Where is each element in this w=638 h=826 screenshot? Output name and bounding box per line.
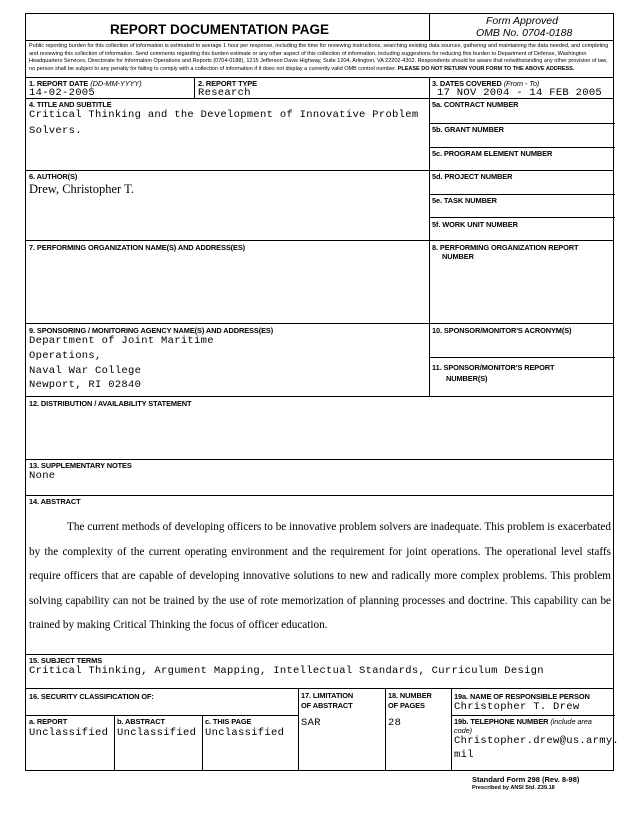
divider bbox=[429, 357, 615, 358]
divider bbox=[429, 194, 615, 195]
divider bbox=[26, 170, 613, 171]
report-class-label: a. REPORT bbox=[29, 717, 68, 726]
divider bbox=[114, 715, 115, 771]
report-date-value: 14-02-2005 bbox=[29, 87, 96, 99]
supplementary-value: None bbox=[29, 470, 56, 482]
divider bbox=[26, 688, 613, 689]
divider bbox=[429, 217, 615, 218]
divider bbox=[26, 240, 613, 241]
divider bbox=[298, 688, 299, 771]
report-date-label: 1. REPORT DATE (DD-MM-YYYY) bbox=[29, 79, 142, 88]
standard-form-label: Standard Form 298 (Rev. 8-98) bbox=[472, 775, 580, 784]
dates-covered-label: 3. DATES COVERED (From - To) bbox=[432, 79, 540, 88]
work-unit-label: 5f. WORK UNIT NUMBER bbox=[432, 220, 518, 229]
telephone-line-2: mil bbox=[454, 749, 474, 761]
distribution-label: 12. DISTRIBUTION / AVAILABILITY STATEMENT bbox=[29, 399, 192, 408]
program-element-label: 5c. PROGRAM ELEMENT NUMBER bbox=[432, 149, 553, 158]
divider bbox=[385, 688, 386, 771]
abstract-text: The current methods of developing officers to be innovative problem solvers are inadequate. This problem is exacerbated by the complexity of the current operating environment and the requirement for joint operations. The operational level staffs require officers that are capable of developing innovative solutions to new and radically more complex problems. This problem solving capability can not be trained by the use of rote memorization of planning processes and doctrine. This capability can be trained by making Critical Thinking the focus of officer education. bbox=[29, 521, 611, 632]
limitation-label-2: OF ABSTRACT bbox=[301, 701, 353, 710]
sponsoring-line-2: Operations, bbox=[29, 350, 102, 362]
dates-covered-value: 17 NOV 2004 - 14 FEB 2005 bbox=[437, 87, 603, 99]
divider bbox=[202, 715, 203, 771]
telephone-label: 19b. TELEPHONE NUMBER (include area bbox=[454, 717, 592, 726]
divider bbox=[429, 14, 430, 40]
abstract-class-value: Unclassified bbox=[117, 727, 197, 739]
performing-report-label-2: NUMBER bbox=[442, 252, 474, 261]
page-title: REPORT DOCUMENTATION PAGE bbox=[110, 22, 329, 37]
divider bbox=[26, 40, 613, 41]
sponsoring-agency-label: 9. SPONSORING / MONITORING AGENCY NAME(S) AND ADDRESS(ES) bbox=[29, 326, 274, 335]
subject-terms-label: 15. SUBJECT TERMS bbox=[29, 656, 103, 665]
sponsor-report-label-2: NUMBER(S) bbox=[446, 374, 488, 383]
report-class-value: Unclassified bbox=[29, 727, 109, 739]
sponsoring-line-3: Naval War College bbox=[29, 365, 142, 377]
sponsor-report-label-1: 11. SPONSOR/MONITOR'S REPORT bbox=[432, 363, 555, 372]
telephone-line-1: Christopher.drew@us.army. bbox=[454, 735, 620, 747]
burden-statement bbox=[29, 43, 611, 73]
form-approved: Form Approved bbox=[486, 15, 558, 27]
divider bbox=[26, 495, 613, 496]
report-documentation-form bbox=[25, 13, 620, 771]
divider bbox=[26, 396, 613, 397]
divider bbox=[429, 123, 615, 124]
divider bbox=[26, 323, 613, 324]
authors-value: Drew, Christopher T. bbox=[29, 182, 134, 196]
sponsor-acronym-label: 10. SPONSOR/MONITOR'S ACRONYM(S) bbox=[432, 326, 572, 335]
supplementary-label: 13. SUPPLEMENTARY NOTES bbox=[29, 461, 132, 470]
pages-label-1: 18. NUMBER bbox=[388, 691, 432, 700]
performing-org-label: 7. PERFORMING ORGANIZATION NAME(S) AND ADDRESS(ES) bbox=[29, 243, 246, 252]
title-line-1: Critical Thinking and the Development of Innovative Problem bbox=[29, 109, 419, 121]
divider bbox=[26, 459, 613, 460]
burden-warning: PLEASE DO NOT RETURN YOUR FORM TO THE ABOVE ADDRESS. bbox=[397, 65, 575, 72]
security-class-label: 16. SECURITY CLASSIFICATION OF: bbox=[29, 692, 154, 701]
page-class-value: Unclassified bbox=[205, 727, 285, 739]
grant-number-label: 5b. GRANT NUMBER bbox=[432, 125, 504, 134]
sponsoring-line-4: Newport, RI 02840 bbox=[29, 379, 142, 391]
limitation-value: SAR bbox=[301, 717, 321, 729]
title-label: 4. TITLE AND SUBTITLE bbox=[29, 100, 112, 109]
divider bbox=[26, 715, 298, 716]
title-line-2: Solvers. bbox=[29, 125, 82, 137]
subject-terms-value: Critical Thinking, Argument Mapping, Intellectual Standards, Curriculum Design bbox=[29, 665, 544, 677]
divider bbox=[26, 654, 613, 655]
page-class-label: c. THIS PAGE bbox=[205, 717, 252, 726]
project-number-label: 5d. PROJECT NUMBER bbox=[432, 172, 513, 181]
contract-number-label: 5a. CONTRACT NUMBER bbox=[432, 100, 519, 109]
performing-report-label-1: 8. PERFORMING ORGANIZATION REPORT bbox=[432, 243, 579, 252]
telephone-label-hint: code) bbox=[454, 726, 472, 735]
responsible-person-value: Christopher T. Drew bbox=[454, 701, 580, 713]
divider bbox=[194, 77, 195, 98]
pages-label-2: OF PAGES bbox=[388, 701, 425, 710]
report-type-label: 2. REPORT TYPE bbox=[198, 79, 257, 88]
limitation-label-1: 17. LIMITATION bbox=[301, 691, 354, 700]
abstract-label: 14. ABSTRACT bbox=[29, 497, 81, 506]
divider bbox=[451, 688, 452, 771]
prescribed-label: Prescribed by ANSI Std. Z39.18 bbox=[472, 785, 555, 791]
task-number-label: 5e. TASK NUMBER bbox=[432, 196, 497, 205]
abstract-class-label: b. ABSTRACT bbox=[117, 717, 165, 726]
omb-number: OMB No. 0704-0188 bbox=[476, 27, 573, 39]
authors-label: 6. AUTHOR(S) bbox=[29, 172, 78, 181]
burden-text: Public reporting burden for this collection of information is estimated to average 1 hour per response, including the time for reviewing instructions, searching existing data sources, gathering and maintaining the data needed, and completing and reviewing this collection of information. Send comments regarding this burden estimate or any other aspect of this collection of information, including suggestions for reducing this burden to Department of Defense, Washington Headquarters Services, Directorate for Information Operations and Reports (0704-0188), 1215 Jefferson Davis Highway, Suite 1204, Arlington, VA 22202-4302. Respondents should be aware that notwithstanding any other provision of law, no person shall be subject to any penalty for failing to comply with a collection of information if it does not display a currently valid OMB control number. bbox=[29, 43, 609, 72]
divider bbox=[26, 77, 613, 78]
divider bbox=[429, 77, 430, 396]
report-type-value: Research bbox=[198, 87, 251, 99]
divider bbox=[429, 147, 615, 148]
divider bbox=[451, 715, 615, 716]
responsible-person-label: 19a. NAME OF RESPONSIBLE PERSON bbox=[454, 692, 590, 701]
pages-value: 28 bbox=[388, 717, 402, 729]
sponsoring-line-1: Department of Joint Maritime bbox=[29, 335, 214, 347]
